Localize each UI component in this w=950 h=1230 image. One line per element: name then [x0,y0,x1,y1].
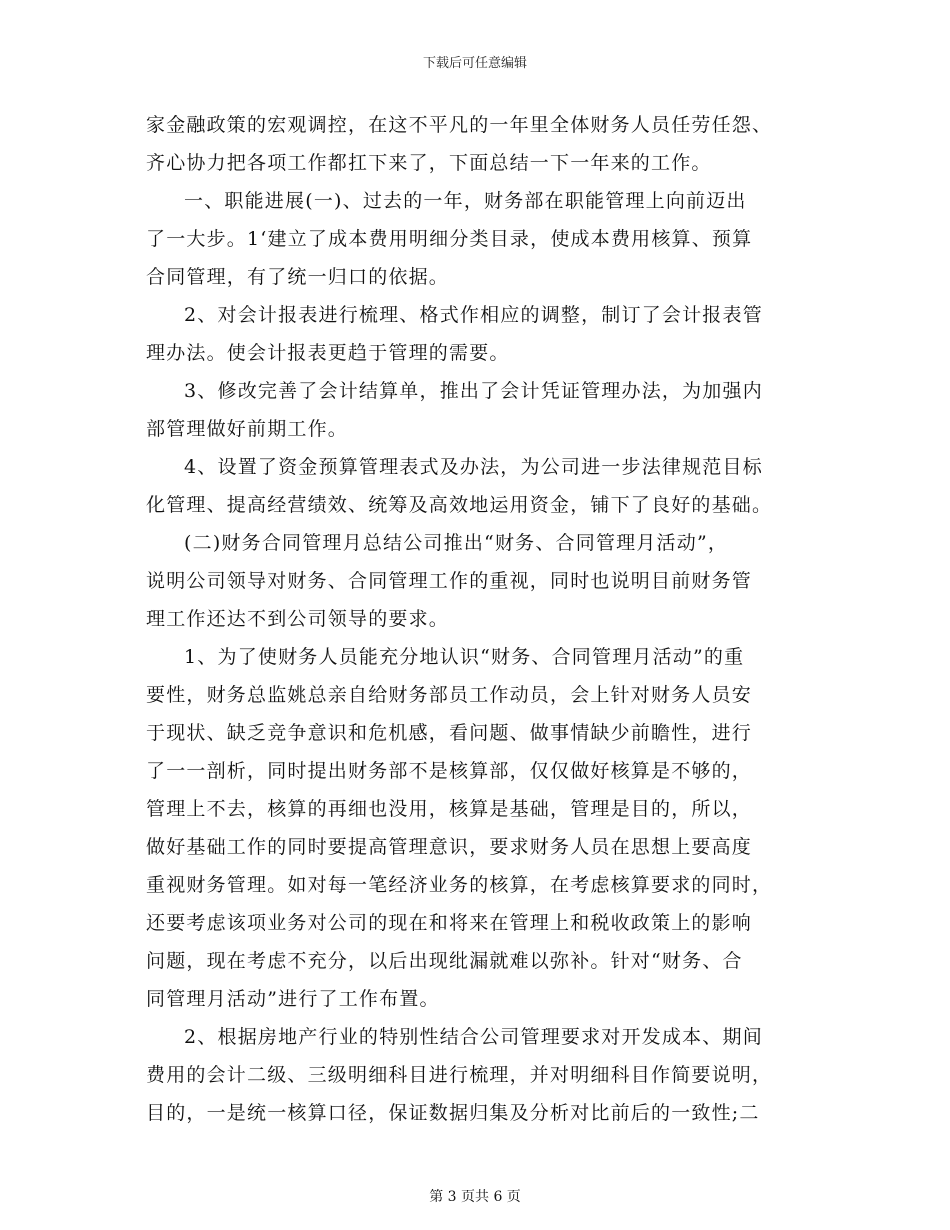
text-line: 家金融政策的宏观调控，在这不平凡的一年里全体财务人员任劳任怨、 [146,114,773,136]
text-line: 合同管理，有了统一归口的依据。 [146,266,450,288]
text-line: 3、修改完善了会计结算单，推出了会计凭证管理办法，为加强内 [184,380,763,402]
text-line: 齐心协力把各项工作都扛下来了，下面总结一下一年来的工作。 [146,152,712,174]
text-line: 4、设置了资金预算管理表式及办法，为公司进一步法律规范目标 [184,456,763,478]
text-line: 目的，一是统一核算口径，保证数据归集及分析对比前后的一致性;二 [146,1102,760,1124]
text-line: 了一一剖析，同时提出财务部不是核算部，仅仅做好核算是不够的， [146,760,753,782]
text-line: 理办法。使会计报表更趋于管理的需要。 [146,342,510,364]
text-line: 说明公司领导对财务、合同管理工作的重视，同时也说明目前财务管 [146,570,753,592]
text-line: 于现状、缺乏竞争意识和危机感，看问题、做事情缺少前瞻性，进行 [146,722,753,744]
text-line: 问题，现在考虑不充分，以后出现纰漏就难以弥补。针对“财务、合 [146,950,743,972]
page-footer: 第 3 页共 6 页 [429,1189,521,1205]
text-line: 一、职能进展(一)、过去的一年，财务部在职能管理上向前迈出 [184,190,747,212]
text-line: 2、对会计报表进行梳理、格式作相应的调整，制订了会计报表管 [184,304,763,326]
text-line: 理工作还达不到公司领导的要求。 [146,608,450,630]
text-line: 还要考虑该项业务对公司的现在和将来在管理上和税收政策上的影响 [146,912,753,934]
text-line: 部管理做好前期工作。 [146,418,349,440]
text-line: 1、为了使财务人员能充分地认识“财务、合同管理月活动”的重 [184,646,745,668]
text-line: 要性，财务总监姚总亲自给财务部员工作动员，会上针对财务人员安 [146,684,753,706]
text-line: 同管理月活动”进行了工作布置。 [146,988,440,1010]
text-line: (二)财务合同管理月总结公司推出“财务、合同管理月活动”， [184,532,729,554]
document-body [146,106,811,1132]
text-line: 管理上不去，核算的再细也没用，核算是基础，管理是目的，所以， [146,798,753,820]
page-header: 下载后可任意编辑 [422,56,527,71]
text-line: 费用的会计二级、三级明细科目进行梳理，并对明细科目作简要说明， [146,1064,773,1086]
text-line: 重视财务管理。如对每一笔经济业务的核算，在考虑核算要求的同时， [146,874,773,896]
text-line: 2、根据房地产行业的特别性结合公司管理要求对开发成本、期间 [184,1026,763,1048]
text-line: 做好基础工作的同时要提高管理意识，要求财务人员在思想上要高度 [146,836,753,858]
text-line: 了一大步。1‘建立了成本费用明细分类目录，使成本费用核算、预算 [146,228,753,250]
text-line: 化管理、提高经营绩效、统筹及高效地运用资金，铺下了良好的基础。 [146,494,773,516]
